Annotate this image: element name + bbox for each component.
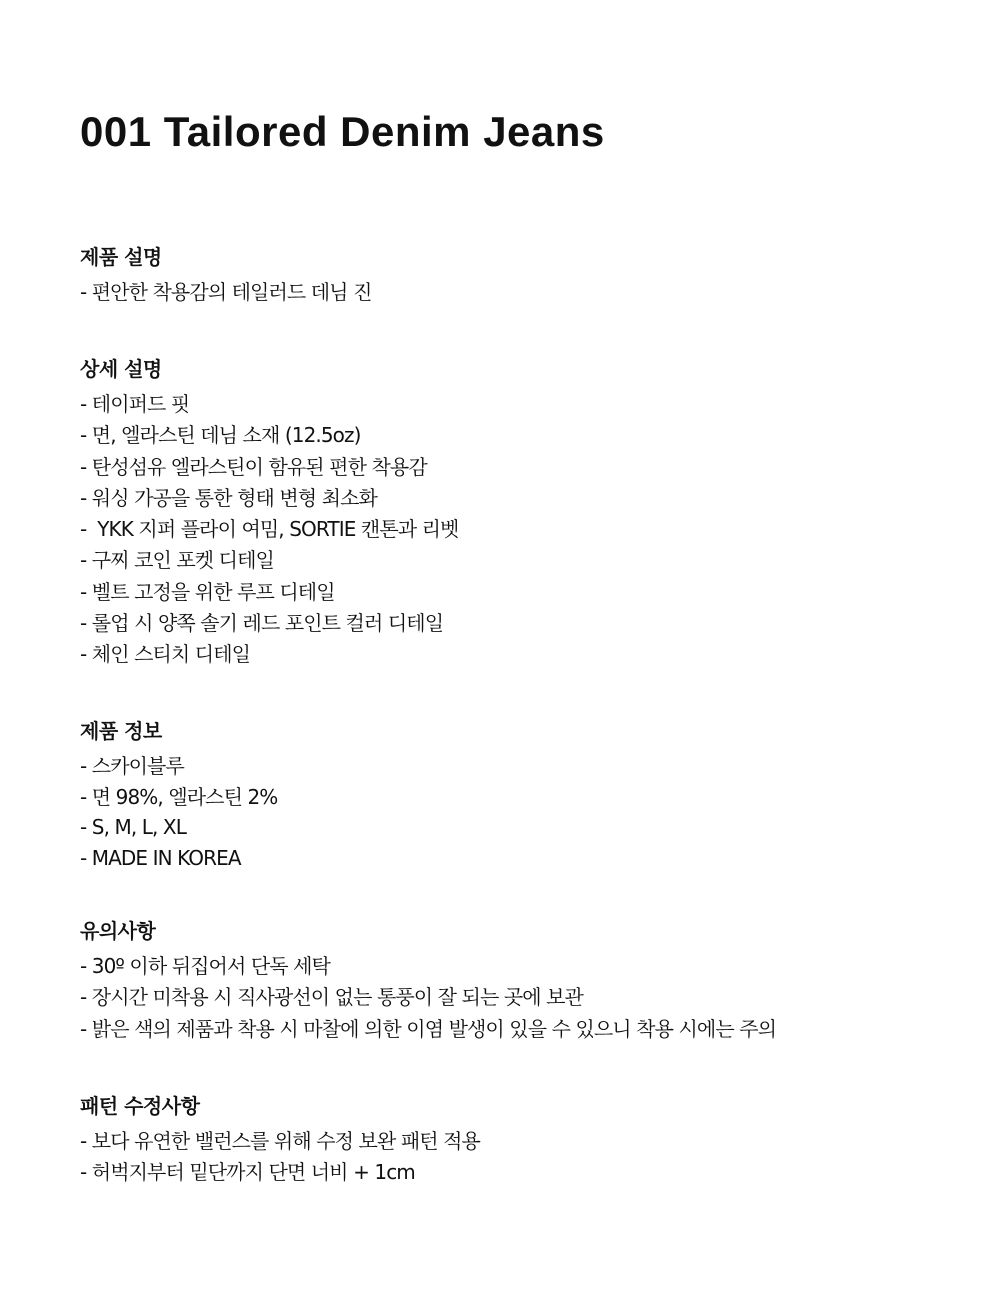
list-item: - 벨트 고정을 위한 루프 디테일 bbox=[80, 579, 335, 604]
section-product-description bbox=[80, 243, 960, 308]
list-item: - 30º 이하 뒤집어서 단독 세탁 bbox=[80, 954, 330, 978]
section-pattern-revisions bbox=[80, 1092, 960, 1189]
list-item: - YKK 지퍼 플라이 여밈, SORTIE 캔톤과 리벳 bbox=[80, 517, 459, 542]
list-item: - 테이퍼드 핏 bbox=[80, 392, 190, 416]
list-item: - 스카이블루 bbox=[80, 754, 184, 778]
list-item: - MADE IN KOREA bbox=[80, 845, 241, 870]
section-lines bbox=[80, 951, 960, 1045]
section-lines bbox=[80, 277, 960, 308]
list-item: - 탄성섬유 엘라스틴이 함유된 편한 착용감 bbox=[80, 454, 427, 479]
section-product-info bbox=[80, 717, 960, 873]
list-item: - 면, 엘라스틴 데님 소재 (12.5oz) bbox=[80, 423, 361, 448]
list-item: - 편안한 착용감의 테일러드 데님 진 bbox=[80, 280, 372, 304]
section-heading: 유의사항 bbox=[80, 919, 156, 943]
list-item: - 밝은 색의 제품과 착용 시 마찰에 의한 이염 발생이 있을 수 있으니 착용 시에는 주의 bbox=[80, 1016, 777, 1041]
list-item: - 장시간 미착용 시 직사광선이 없는 통풍이 잘 되는 곳에 보관 bbox=[80, 985, 583, 1010]
product-title: 001 Tailored Denim Jeans bbox=[80, 108, 605, 155]
list-item: - 워싱 가공을 통한 형태 변형 최소화 bbox=[80, 485, 377, 510]
list-item: - 면 98%, 엘라스틴 2% bbox=[80, 784, 278, 809]
list-item: - S, M, L, XL bbox=[80, 815, 186, 839]
list-item: - 체인 스티치 디테일 bbox=[80, 642, 251, 667]
section-detail-description bbox=[80, 355, 960, 671]
section-heading: 제품 설명 bbox=[80, 245, 162, 269]
section-precautions bbox=[80, 917, 960, 1045]
section-lines bbox=[80, 751, 960, 873]
section-lines bbox=[80, 389, 960, 671]
section-heading: 패턴 수정사항 bbox=[80, 1094, 200, 1118]
list-item: - 허벅지부터 밑단까지 단면 너비 + 1cm bbox=[80, 1160, 415, 1185]
list-item: - 롤업 시 양쪽 솔기 레드 포인트 컬러 디테일 bbox=[80, 611, 444, 636]
list-item: - 구찌 코인 포켓 디테일 bbox=[80, 548, 274, 573]
list-item: - 보다 유연한 밸런스를 위해 수정 보완 패턴 적용 bbox=[80, 1129, 480, 1153]
section-heading: 상세 설명 bbox=[80, 357, 162, 381]
section-lines bbox=[80, 1126, 960, 1189]
section-heading: 제품 정보 bbox=[80, 719, 162, 743]
